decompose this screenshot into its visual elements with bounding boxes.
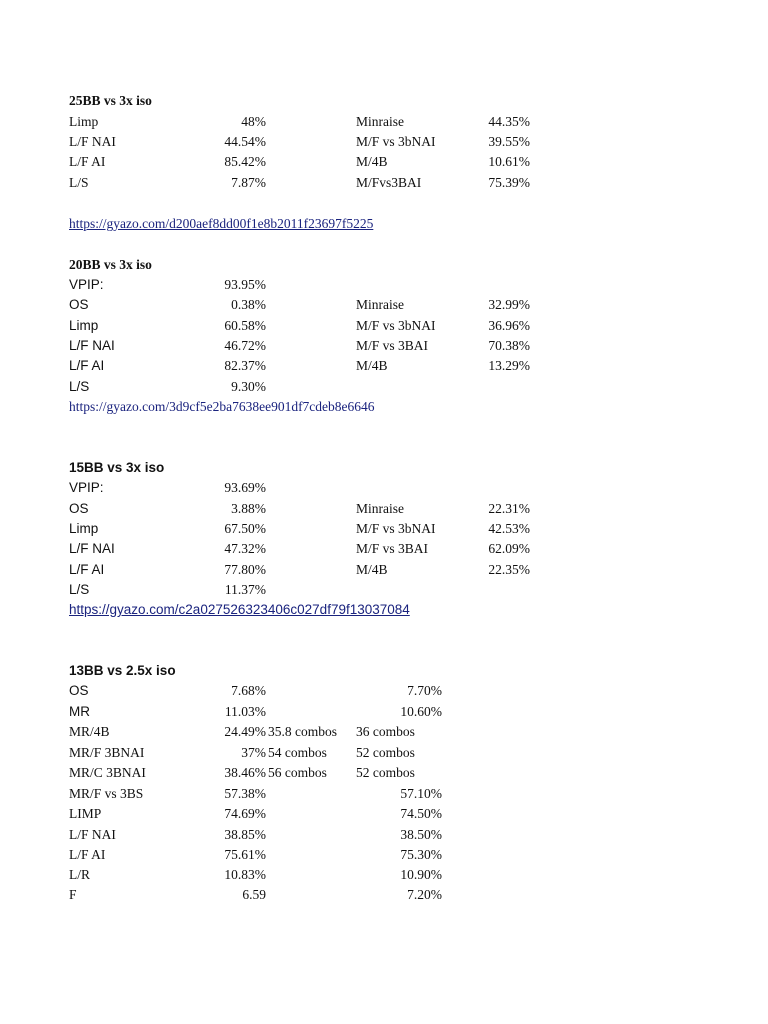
stat-label: VPIP: bbox=[69, 480, 104, 495]
stat-label: OS bbox=[69, 501, 89, 516]
stat-label-2: Minraise bbox=[356, 297, 404, 312]
stat-label-2: M/4B bbox=[356, 562, 388, 577]
stat-value: 9.30% bbox=[231, 379, 266, 394]
stat-row bbox=[0, 845, 768, 865]
stat-row bbox=[0, 560, 768, 580]
stat-label-2: Minraise bbox=[356, 501, 404, 516]
stat-label: Limp bbox=[69, 521, 99, 536]
stat-label: L/S bbox=[69, 582, 90, 597]
stat-row bbox=[0, 152, 768, 172]
stat-value-2: 13.29% bbox=[488, 358, 530, 373]
stat-row bbox=[0, 865, 768, 885]
section-heading-15bb bbox=[0, 458, 768, 478]
stat-label: L/F AI bbox=[69, 154, 106, 169]
stat-value-2: 36.96% bbox=[488, 318, 530, 333]
stat-row bbox=[0, 580, 768, 600]
stat-row bbox=[0, 275, 768, 295]
stat-value: 7.68% bbox=[231, 683, 266, 698]
stat-value-2: 22.35% bbox=[488, 562, 530, 577]
stat-label: MR bbox=[69, 704, 90, 719]
stat-label: L/F NAI bbox=[69, 541, 115, 556]
stat-row bbox=[0, 743, 768, 763]
combos-note-2: 52 combos bbox=[356, 765, 415, 780]
stat-value: 93.95% bbox=[224, 277, 266, 292]
stat-label-2: M/4B bbox=[356, 358, 388, 373]
stat-label: MR/4B bbox=[69, 724, 110, 739]
stat-row bbox=[0, 885, 768, 905]
stat-value: 24.49% bbox=[224, 724, 266, 739]
stat-label-2: M/F vs 3bNAI bbox=[356, 521, 436, 536]
stat-row bbox=[0, 336, 768, 356]
stat-value-2: 32.99% bbox=[488, 297, 530, 312]
stat-row bbox=[0, 499, 768, 519]
stat-value-2: 44.35% bbox=[488, 114, 530, 129]
stat-label: L/F NAI bbox=[69, 827, 116, 842]
link-row bbox=[0, 214, 768, 234]
gyazo-link[interactable]: https://gyazo.com/3d9cf5e2ba7638ee901df7cdeb8e6646 bbox=[69, 399, 375, 414]
stat-label-2: M/F vs 3BAI bbox=[356, 338, 429, 353]
combos-note: 56 combos bbox=[268, 765, 327, 780]
stat-value: 46.72% bbox=[224, 338, 266, 353]
stat-label: Limp bbox=[69, 318, 99, 333]
stat-label: MR/F 3BNAI bbox=[69, 745, 145, 760]
combos-note-2: 52 combos bbox=[356, 745, 415, 760]
stat-row bbox=[0, 112, 768, 132]
stat-row bbox=[0, 173, 768, 193]
stat-value: 11.37% bbox=[224, 582, 266, 597]
stat-label-2: M/F vs 3bNAI bbox=[356, 134, 436, 149]
combos-note-2: 36 combos bbox=[356, 724, 415, 739]
stat-value: 10.83% bbox=[224, 867, 266, 882]
stat-value: 0.38% bbox=[231, 297, 266, 312]
section-title: 25BB vs 3x iso bbox=[69, 93, 152, 108]
stat-value: 6.59 bbox=[242, 887, 266, 902]
stat-value: 82.37% bbox=[224, 358, 266, 373]
stat-value-2: 75.39% bbox=[488, 175, 530, 190]
stat-value-2: 39.55% bbox=[488, 134, 530, 149]
section-heading-25bb bbox=[0, 91, 768, 111]
gyazo-link[interactable]: https://gyazo.com/d200aef8dd00f1e8b2011f23697f5225 bbox=[69, 216, 374, 231]
link-row bbox=[0, 397, 768, 417]
stat-value-2: 42.53% bbox=[488, 521, 530, 536]
stat-value: 75.61% bbox=[224, 847, 266, 862]
stat-value-2: 7.20% bbox=[407, 887, 442, 902]
stat-value: 57.38% bbox=[224, 786, 266, 801]
stat-value: 7.87% bbox=[231, 175, 266, 190]
stat-value: 47.32% bbox=[224, 541, 266, 556]
stat-value: 11.03% bbox=[224, 704, 266, 719]
stat-value-2: 38.50% bbox=[400, 827, 442, 842]
stat-label: L/S bbox=[69, 379, 90, 394]
stat-value: 38.85% bbox=[224, 827, 266, 842]
stat-label-2: M/F vs 3bNAI bbox=[356, 318, 436, 333]
stat-label: L/F AI bbox=[69, 847, 106, 862]
stat-label: Limp bbox=[69, 114, 99, 129]
stat-row bbox=[0, 784, 768, 804]
stat-row bbox=[0, 681, 768, 701]
stat-label: L/F NAI bbox=[69, 134, 116, 149]
stat-row bbox=[0, 702, 768, 722]
stat-row bbox=[0, 132, 768, 152]
stat-label: L/S bbox=[69, 175, 89, 190]
stat-row bbox=[0, 377, 768, 397]
stat-row bbox=[0, 825, 768, 845]
section-title: 15BB vs 3x iso bbox=[69, 460, 165, 475]
stat-label: L/R bbox=[69, 867, 91, 882]
stat-value: 44.54% bbox=[224, 134, 266, 149]
stat-value-2: 74.50% bbox=[400, 806, 442, 821]
link-row bbox=[0, 600, 768, 620]
stat-value: 74.69% bbox=[224, 806, 266, 821]
stat-row bbox=[0, 519, 768, 539]
stat-label: OS bbox=[69, 683, 89, 698]
stat-label-2: Minraise bbox=[356, 114, 404, 129]
stat-label-2: M/Fvs3BAI bbox=[356, 175, 422, 190]
stat-value: 37% bbox=[241, 745, 266, 760]
stat-value-2: 75.30% bbox=[400, 847, 442, 862]
stat-label: OS bbox=[69, 297, 89, 312]
stat-label: F bbox=[69, 887, 77, 902]
section-title: 13BB vs 2.5x iso bbox=[69, 663, 176, 678]
stat-value-2: 10.60% bbox=[400, 704, 442, 719]
stat-row bbox=[0, 316, 768, 336]
stat-value: 85.42% bbox=[224, 154, 266, 169]
stat-label-2: M/4B bbox=[356, 154, 388, 169]
stat-value-2: 70.38% bbox=[488, 338, 530, 353]
stat-value-2: 10.61% bbox=[488, 154, 530, 169]
stat-label: L/F AI bbox=[69, 358, 105, 373]
combos-note: 35.8 combos bbox=[268, 724, 337, 739]
stat-label-2: M/F vs 3BAI bbox=[356, 541, 429, 556]
stat-label: VPIP: bbox=[69, 277, 104, 292]
stat-value: 60.58% bbox=[224, 318, 266, 333]
section-heading-13bb bbox=[0, 661, 768, 681]
stat-value: 3.88% bbox=[231, 501, 266, 516]
gyazo-link[interactable]: https://gyazo.com/c2a027526323406c027df79f13037084 bbox=[69, 602, 410, 617]
section-title: 20BB vs 3x iso bbox=[69, 257, 152, 272]
stat-value: 77.80% bbox=[224, 562, 266, 577]
stat-label: MR/C 3BNAI bbox=[69, 765, 146, 780]
stat-label: L/F NAI bbox=[69, 338, 115, 353]
stat-label: L/F AI bbox=[69, 562, 105, 577]
stat-value: 67.50% bbox=[224, 521, 266, 536]
stat-value: 93.69% bbox=[224, 480, 266, 495]
combos-note: 54 combos bbox=[268, 745, 327, 760]
stat-row bbox=[0, 763, 768, 783]
stat-row bbox=[0, 478, 768, 498]
stat-row bbox=[0, 295, 768, 315]
stat-label: LIMP bbox=[69, 806, 102, 821]
section-heading-20bb bbox=[0, 255, 768, 275]
stat-label: MR/F vs 3BS bbox=[69, 786, 144, 801]
stat-value-2: 7.70% bbox=[407, 683, 442, 698]
stat-value: 38.46% bbox=[224, 765, 266, 780]
stat-value-2: 57.10% bbox=[400, 786, 442, 801]
stat-row bbox=[0, 722, 768, 742]
stat-value: 48% bbox=[241, 114, 266, 129]
stat-row bbox=[0, 539, 768, 559]
stat-row bbox=[0, 356, 768, 376]
stat-row bbox=[0, 804, 768, 824]
stat-value-2: 62.09% bbox=[488, 541, 530, 556]
stat-value-2: 10.90% bbox=[400, 867, 442, 882]
stat-value-2: 22.31% bbox=[488, 501, 530, 516]
